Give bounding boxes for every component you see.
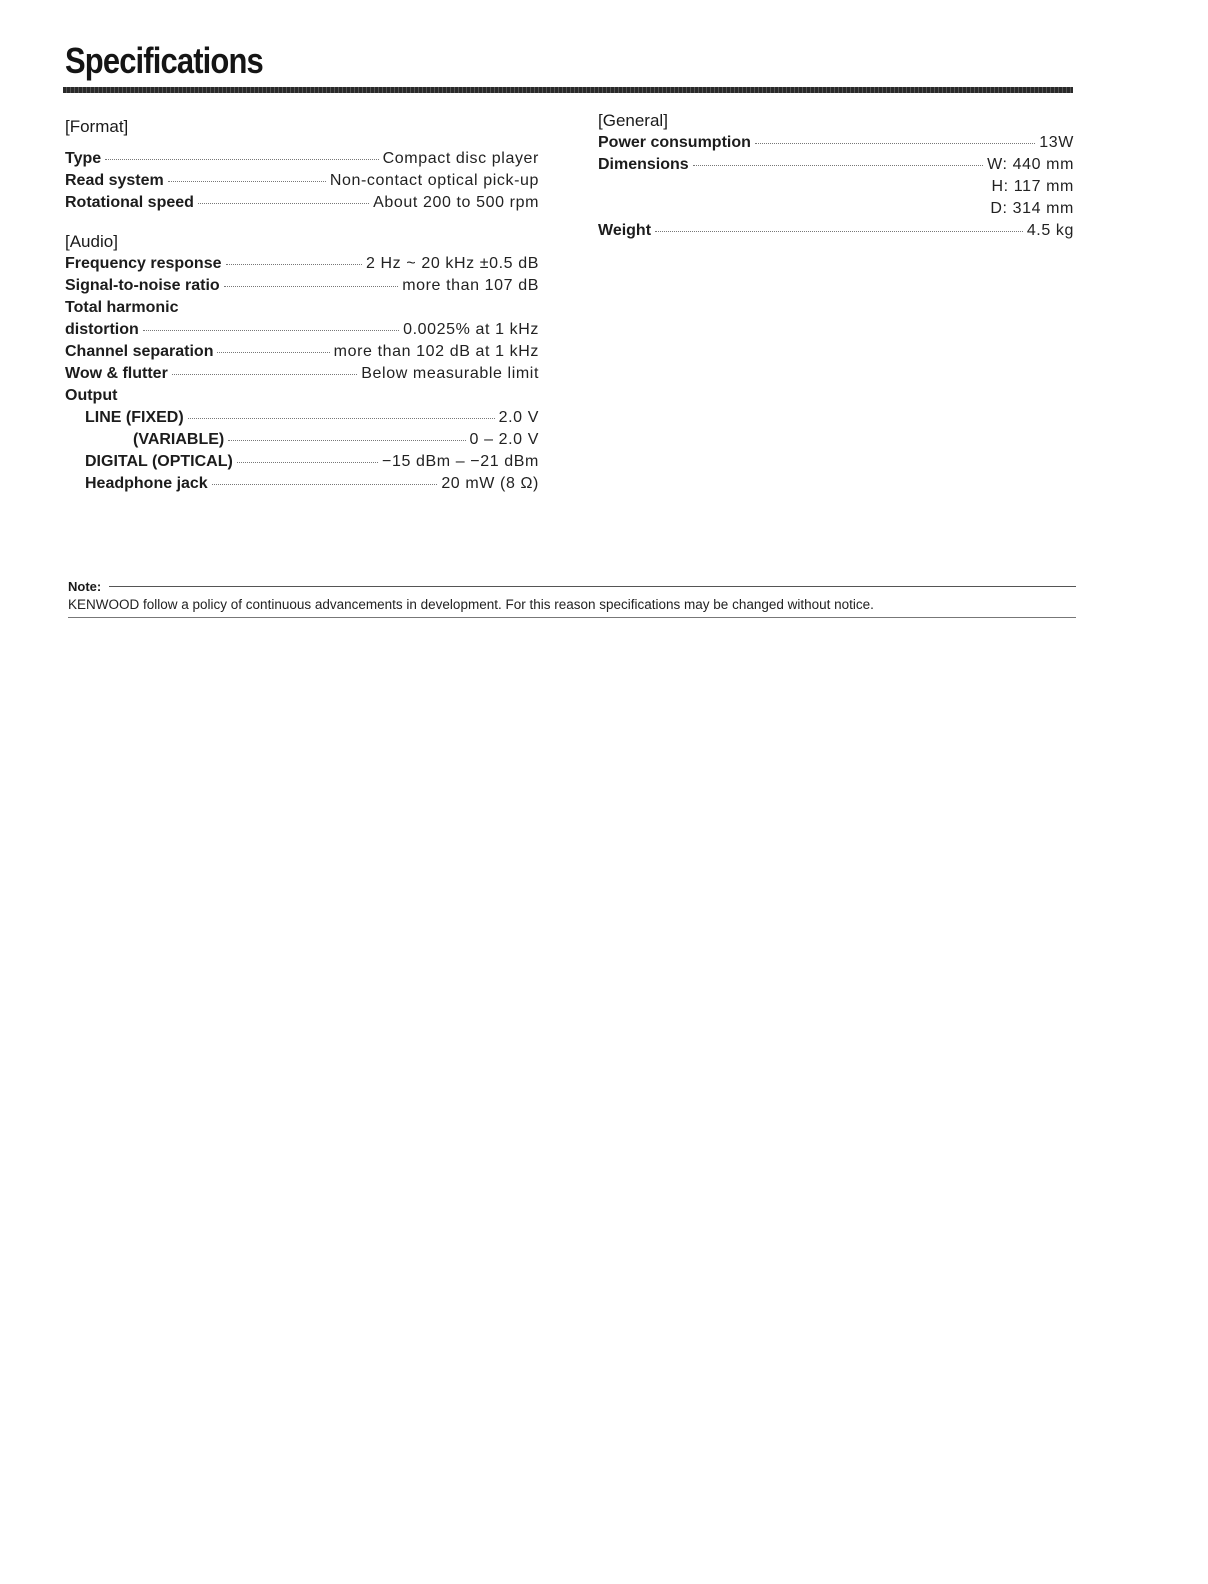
dot-leader [198,203,369,204]
spec-label: Wow & flutter [65,365,168,382]
spec-row-rotational-speed [65,192,539,214]
dot-leader [224,286,399,287]
dot-leader [105,159,378,160]
spec-value: D: 314 mm [990,200,1074,217]
spec-row-output-title [65,385,539,407]
spec-value: more than 107 dB [402,277,539,294]
dot-leader [168,181,326,182]
dot-leader [755,143,1035,144]
spec-row-dimensions-d [598,198,1074,220]
dot-leader [143,330,399,331]
spec-value: −15 dBm – −21 dBm [382,453,539,470]
spec-value: 13W [1039,134,1074,151]
note-bottom-rule [68,617,1076,618]
page-title: Specifications [65,40,263,81]
note-block [68,576,1076,618]
spec-value: 0.0025% at 1 kHz [403,321,539,338]
note-rule [109,586,1076,587]
spec-label: Total harmonic [65,299,179,316]
spec-value: About 200 to 500 rpm [373,194,539,211]
spec-row-channel-separation [65,341,539,363]
spec-label: Output [65,387,118,404]
spec-label: Headphone jack [85,475,208,492]
spec-row-thd-title [65,297,539,319]
spec-value: Compact disc player [382,150,539,167]
note-label: Note: [68,578,102,594]
spec-row-line-fixed [65,407,539,429]
format-heading: [Format] [65,117,129,136]
spec-label: DIGITAL (OPTICAL) [85,453,233,470]
spec-value: 0 – 2.0 V [469,431,539,448]
dot-leader [655,231,1023,232]
dot-leader [228,440,465,441]
spec-row-type [65,148,539,170]
spec-row-dimensions [598,154,1074,176]
spec-label: Rotational speed [65,194,194,211]
spec-label: Read system [65,172,164,189]
dot-leader [188,418,495,419]
spec-label: Signal-to-noise ratio [65,277,220,294]
spec-value: 20 mW (8 Ω) [441,475,539,492]
note-header [68,576,1076,596]
spec-value: Non-contact optical pick-up [329,172,539,189]
general-heading: [General] [598,111,668,130]
spec-row-headphone [65,473,539,495]
dot-leader [226,264,362,265]
spec-row-frequency-response [65,253,539,275]
spec-label: Weight [598,222,652,239]
dot-leader [237,462,378,463]
spec-label: distortion [65,321,139,338]
spec-value: 2.0 V [498,409,539,426]
spec-row-digital-optical [65,451,539,473]
right-column [598,110,1074,242]
spec-row-thd [65,319,539,341]
spec-value: more than 102 dB at 1 kHz [333,343,539,360]
spec-label: Power consumption [598,134,751,151]
spec-label: Channel separation [65,343,214,360]
spec-row-wow-flutter [65,363,539,385]
note-text: KENWOOD follow a policy of continuous advancements in development. For this reason specifications may be changed without notice. [68,597,874,612]
dot-leader [212,484,438,485]
spec-label: Type [65,150,102,167]
dot-leader [172,374,357,375]
left-column [65,116,539,495]
spec-label: Frequency response [65,255,222,272]
spec-value: Below measurable limit [361,365,539,382]
spec-value: W: 440 mm [987,156,1074,173]
title-rule [63,87,1073,93]
spec-row-snr [65,275,539,297]
spec-label: LINE (FIXED) [85,409,184,426]
spec-label: Dimensions [598,156,689,173]
spec-row-power [598,132,1074,154]
spec-row-weight [598,220,1074,242]
spec-value: H: 117 mm [991,178,1074,195]
audio-heading: [Audio] [65,232,118,251]
spec-row-read-system [65,170,539,192]
spec-row-dimensions-h [598,176,1074,198]
spec-label: (VARIABLE) [133,431,225,448]
spec-row-line-variable [65,429,539,451]
dot-leader [217,352,329,353]
spec-value: 4.5 kg [1026,222,1074,239]
spec-value: 2 Hz ~ 20 kHz ±0.5 dB [365,255,539,272]
dot-leader [693,165,983,166]
